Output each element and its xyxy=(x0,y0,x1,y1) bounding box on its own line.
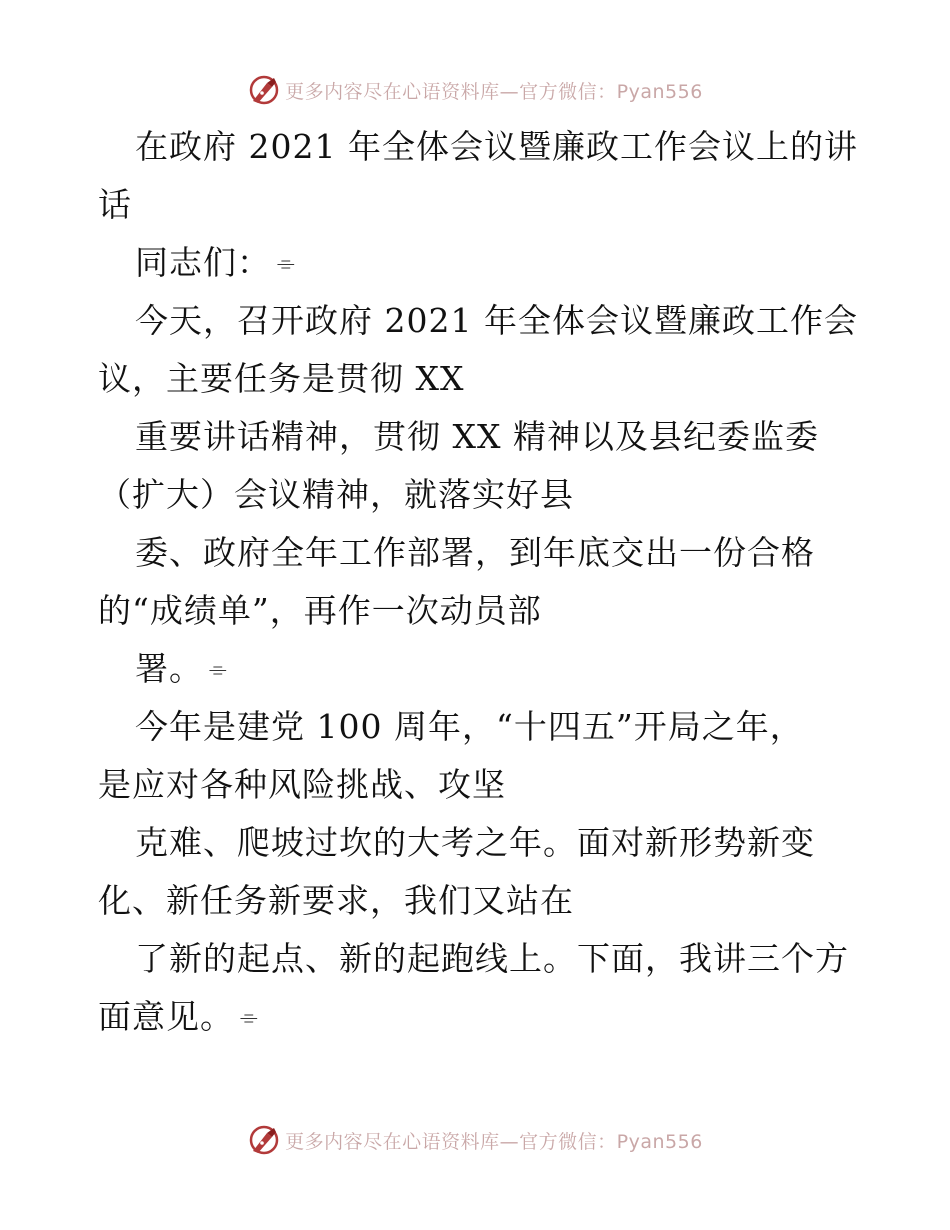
banner-text xyxy=(285,77,703,104)
paragraph-line: 克难、爬坡过坎的大考之年。面对新形势新变 xyxy=(135,823,815,862)
title-line-2: 话 xyxy=(98,185,132,224)
paragraph-line: 今年是建党 100 周年，“十四五”开局之年， xyxy=(135,707,804,746)
paragraph-line: 面意见。 ⌯ xyxy=(0,988,950,1046)
banner-slogan: 更多内容尽在心语资料库—官方微信： xyxy=(285,1130,617,1153)
paragraph-line: 议，主要任务是贯彻 XX xyxy=(98,359,465,398)
paragraph-line: （扩大）会议精神，就落实好县 xyxy=(98,475,574,514)
banner-text xyxy=(285,1127,703,1154)
header-banner xyxy=(0,70,950,110)
document-body xyxy=(0,118,950,1046)
paragraph-line: 重要讲话精神，贯彻 XX 精神以及县纪委监委 xyxy=(135,417,819,456)
paragraph-line: 委、政府全年工作部署，到年底交出一份合格 xyxy=(135,533,815,572)
pen-nib-logo-icon xyxy=(247,1123,281,1157)
title-line-1: 在政府 2021 年全体会议暨廉政工作会议上的讲 xyxy=(135,127,858,166)
paragraph-line: 是应对各种风险挑战、攻坚 xyxy=(98,765,506,804)
paragraph-line: 化、新任务新要求，我们又站在 xyxy=(98,881,574,920)
paragraph-mark-icon: ⌯ xyxy=(240,1005,259,1030)
paragraph-line: 署。 ⌯ xyxy=(0,640,950,698)
banner-wechat-id: Pyan556 xyxy=(616,1130,703,1153)
paragraph-line: 的“成绩单”，再作一次动员部 xyxy=(98,591,542,630)
banner-wechat-id: Pyan556 xyxy=(616,80,703,103)
salutation: 同志们： ⌯ xyxy=(0,234,950,292)
banner-slogan: 更多内容尽在心语资料库—官方微信： xyxy=(285,80,617,103)
paragraph-line: 今天，召开政府 2021 年全体会议暨廉政工作会 xyxy=(135,301,858,340)
paragraph-mark-icon: ⌯ xyxy=(209,657,228,682)
pen-nib-logo-icon xyxy=(247,73,281,107)
footer-banner xyxy=(0,1120,950,1160)
paragraph-line: 了新的起点、新的起跑线上。下面，我讲三个方 xyxy=(135,939,849,978)
paragraph-mark-icon: ⌯ xyxy=(277,251,296,276)
